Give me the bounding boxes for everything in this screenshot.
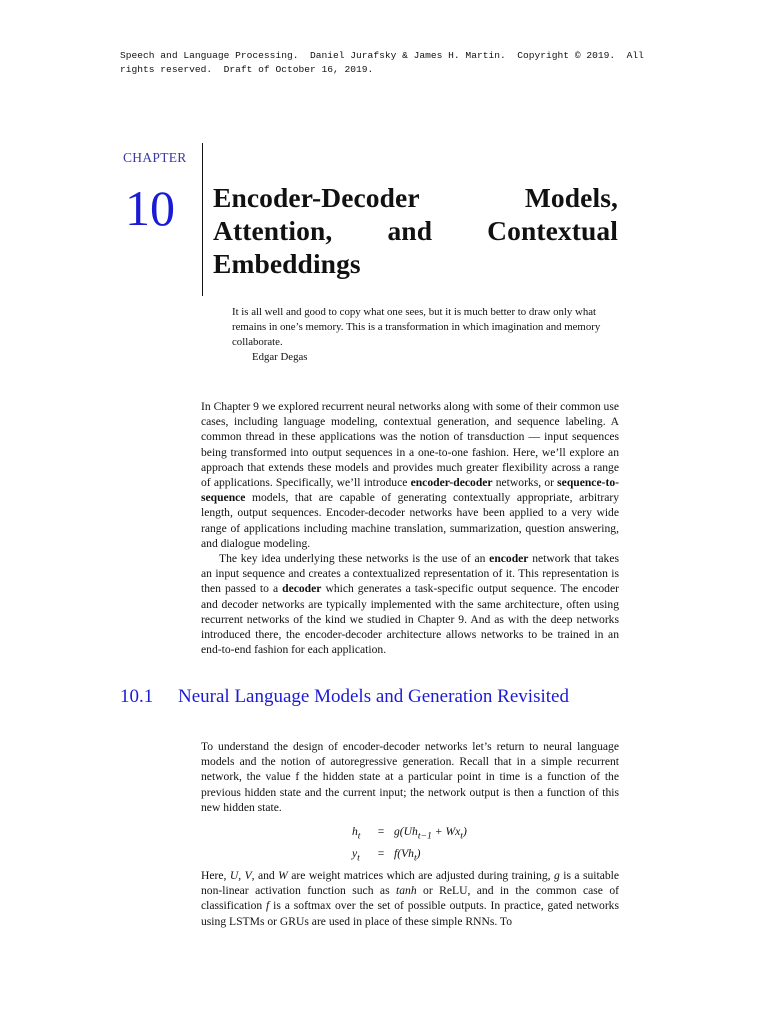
equation-rhs: $f(Vh_t)$	[394, 847, 421, 864]
intro-text	[201, 399, 619, 657]
equation-hidden-state: $h_t$ = $g(Uh_{t-1} + Wx_t)$	[352, 823, 467, 845]
chapter-number: 10	[125, 180, 175, 236]
equation-output: $y_t$ = $f(Vh_t)$	[352, 845, 467, 867]
epigraph-author: Edgar Degas	[252, 351, 308, 363]
term-encoder-decoder: encoder-decoder	[410, 476, 493, 490]
term-sequence-to-sequence: sequence-to-sequence	[201, 476, 619, 505]
chapter-title: Encoder-Decoder Models, Attention, and Contextual Embeddings	[213, 182, 618, 279]
section-text	[201, 739, 619, 815]
section-text-continued	[201, 868, 619, 929]
section-title: Neural Language Models and Generation Revisited	[178, 686, 569, 707]
term-encoder: encoder	[489, 552, 529, 566]
header-line-2: rights reserved. Draft of October 16, 2019.	[120, 64, 374, 75]
section-paragraph-2: Here, U, V, and W are weight matrices which are adjusted during training, g is a suitable non-linear activation function such as tanh or ReLU, and in the common case of classification f is a softmax over the set of possible outputs. In practice, gated networks using LSTMs or GRUs are used in place of these simple RNNs. To	[201, 869, 620, 928]
equation-rhs: $g(Uh_{t-1} + Wx_t)$	[394, 825, 467, 842]
running-header	[120, 49, 644, 77]
epigraph-quote: It is all well and good to copy what one sees, but it is much better to draw only what remains in one’s memory. This is a transformation in which imagination and memory collaborate.	[232, 306, 601, 348]
section-heading	[120, 685, 640, 709]
chapter-label: CHAPTER	[123, 150, 187, 165]
intro-paragraph-1: In Chapter 9 we explored recurrent neural networks along with some of their common use cases, including language modeling, contextual generation, and sequence labeling. A common thread in these applications was the notion of transduction — input sequences being transformed into output sequences in a one-to-one fashion. Here, we’ll explore an approach that extends these models and provides much greater flexibility across a range of applications. Specifically, we’ll introduce encoder-decoder networks, or sequence-to-sequence models, that are capable of generating contextually appropriate, arbitrary length, output sequences. Encoder-decoder networks have been applied to a very wide range of applications including machine translation, summarization, question answering, and dialogue modeling.	[201, 400, 619, 550]
section-paragraph-1: To understand the design of encoder-decoder networks let’s return to neural language models and the notion of autoregressive generation. Recall that in a simple recurrent network, the value f the hidden state at a particular point in time is a function of the previous hidden state and the current input; the network output is then a function of this new hidden state.	[201, 740, 619, 814]
equations	[352, 823, 467, 868]
section-number: 10.1	[120, 686, 154, 707]
epigraph	[232, 305, 622, 365]
chapter-divider	[202, 143, 203, 296]
intro-paragraph-2: The key idea underlying these networks is the use of an encoder network that takes an input sequence and creates a contextualized representation of it. This representation is then passed to a decoder which generates a task-specific output sequence. The encoder and decoder networks are typically implemented with the same architecture, often using recurrent networks of the kind we studied in Chapter 9. And as with the deep networks introduced there, the encoder-decoder architecture allows networks to be trained in an end-to-end fashion for each application.	[201, 552, 619, 657]
header-line-1: Speech and Language Processing. Daniel Jurafsky & James H. Martin. Copyright © 2019. All	[120, 50, 644, 61]
term-decoder: decoder	[282, 582, 322, 596]
